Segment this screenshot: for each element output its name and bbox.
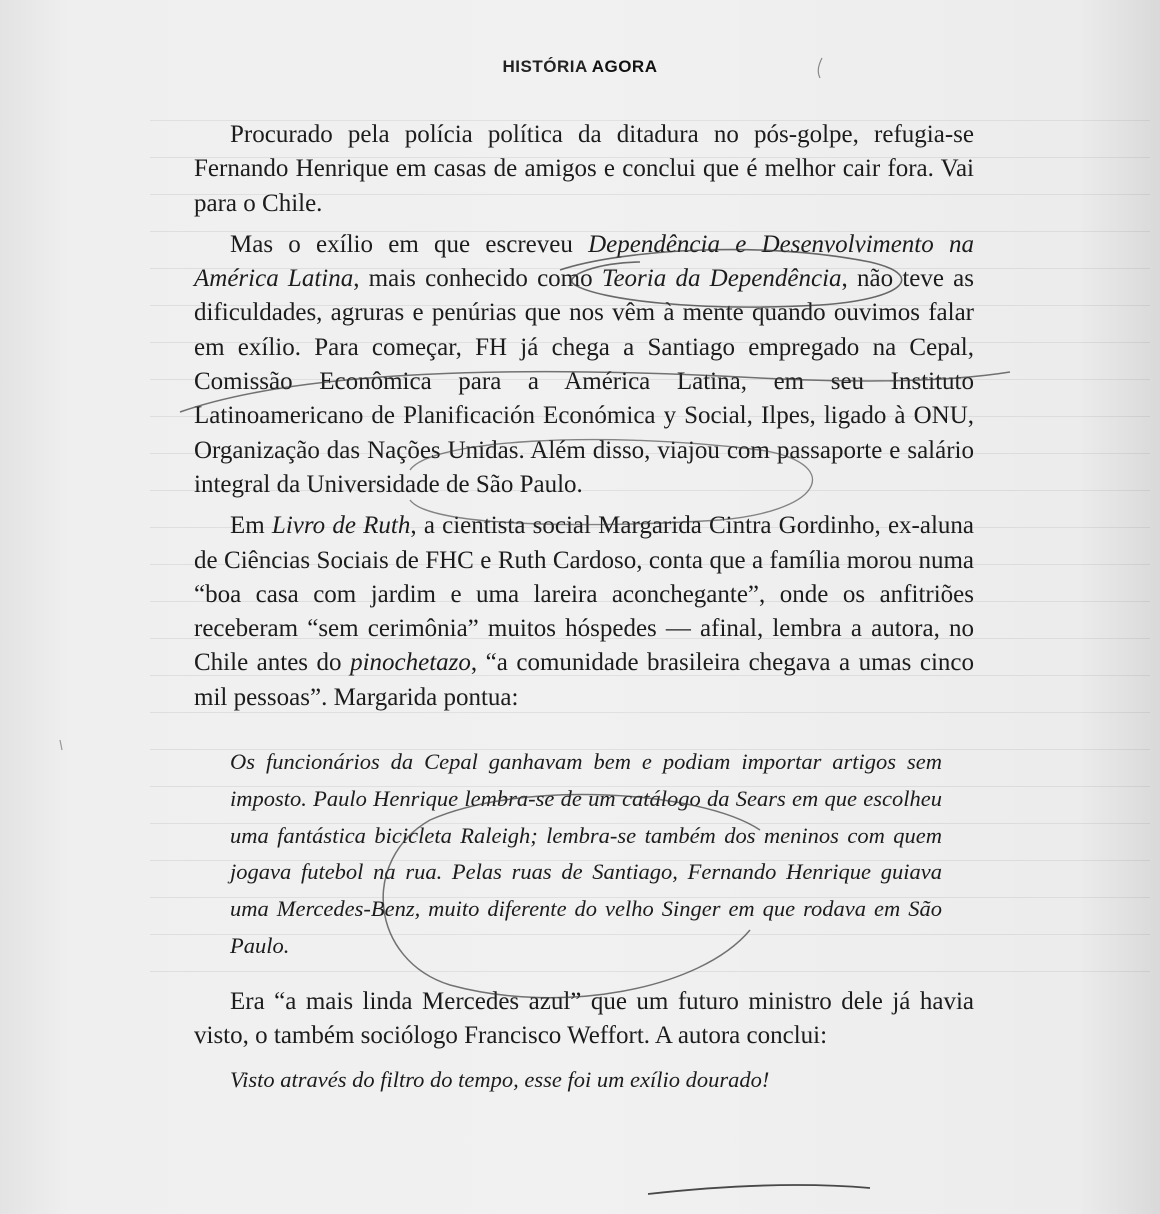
p3-text-c: , a cientista social Margarida Cintra Gordinho, ex-aluna de Ciências Sociais de FHC e Ruth Cardoso, conta que a família morou numa “boa casa com jardim e uma lareira aconchegante”, onde os anfitriões receberam “sem cerimônia” muitos hóspedes — afinal, lembra a autora, no Chile antes do: [194, 512, 975, 677]
book-title-dependencia: Dependência e Desenvolvimento na América Latina: [194, 230, 974, 293]
book-title-ruth: Livro de Ruth: [271, 512, 411, 540]
paragraph-3: [194, 509, 974, 715]
p3-text-a: Em: [230, 512, 272, 540]
p2-text-a: Mas o exílio em que escreveu: [230, 230, 589, 258]
p2-text-e: , não teve as dificuldades, agruras e penúrias que nos vêm à mente quando ouvimos falar em exílio. Para começar, FH já chega a Santiago empregado na Cepal, Comissão Econômica para a América Latina, em seu Instituto Latinoamericano de Planificación Económica y Social, Ilpes, ligado à ONU, Organização das Nações Unidas. Além disso, viajou com passaporte e salário integral da Universidade de São Paulo.: [194, 265, 975, 498]
body-text: [194, 118, 974, 1093]
book-title-teoria: Teoria da Dependência: [601, 265, 842, 293]
p3-text-e: , “a comunidade brasileira chegava a umas cinco mil pessoas”. Margarida pontua:: [194, 649, 975, 711]
pencil-margin-mark: [60, 740, 62, 750]
pencil-underline: [648, 1185, 870, 1194]
term-pinochetazo: pinochetazo: [350, 649, 471, 677]
running-head-now: AGORA: [591, 57, 658, 76]
closing-quote: Visto através do filtro do tempo, esse foi um exílio dourado!: [230, 1067, 770, 1093]
p2-text-c: , mais conhecido como: [353, 265, 602, 293]
paragraph-2: [194, 228, 974, 502]
running-head: [0, 57, 1160, 77]
block-quote: Os funcionários da Cepal ganhavam bem e podiam importar artigos sem imposto. Paulo Henrique lembra-se de um catálogo da Sears em que escolheu uma fantástica bicicleta Raleigh; lembra-se também dos meninos com quem jogava futebol na rua. Pelas ruas de Santiago, Fernando Henrique guiava uma Mercedes-Benz, muito diferente do velho Singer em que rodava em São Paulo.: [230, 749, 942, 959]
running-head-history: HISTÓRIA: [502, 57, 588, 76]
paragraph-1: Procurado pela polícia política da ditadura no pós-golpe, refugia-se Fernando Henrique em casas de amigos e conclui que é melhor cair fora. Vai para o Chile.: [194, 121, 974, 217]
paragraph-4: Era “a mais linda Mercedes azul” que um futuro ministro dele já havia visto, o também sociólogo Francisco Weffort. A autora conclui:: [194, 987, 974, 1050]
